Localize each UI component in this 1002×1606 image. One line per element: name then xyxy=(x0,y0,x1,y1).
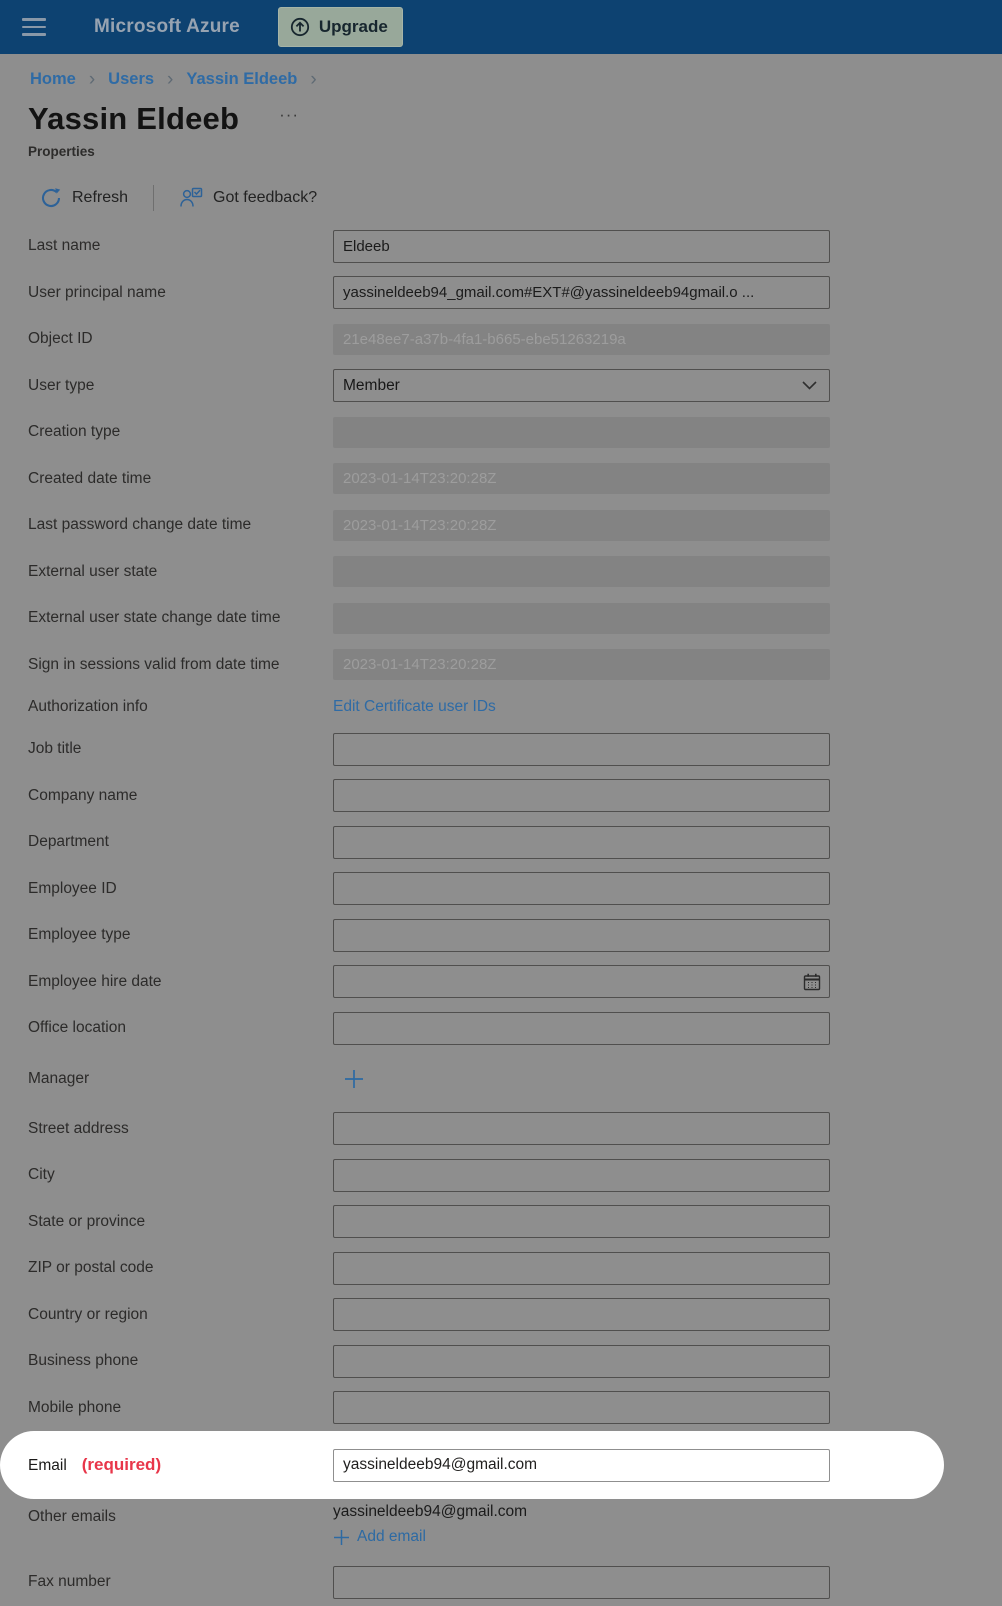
upgrade-label: Upgrade xyxy=(318,17,388,36)
sign-in-sessions-field: 2023-01-14T23:20:28Z xyxy=(333,649,830,680)
properties-form xyxy=(28,223,1002,1606)
field-row-user-type xyxy=(28,363,1002,410)
field-label: Job title xyxy=(28,740,82,758)
required-badge: (required) xyxy=(81,1455,162,1474)
chevron-down-icon xyxy=(802,381,817,390)
refresh-icon xyxy=(40,187,62,209)
field-label: Country or region xyxy=(28,1305,148,1323)
field-label: Office location xyxy=(28,1019,126,1037)
field-row-company-name xyxy=(28,773,1002,820)
breadcrumb-user-name[interactable]: Yassin Eldeeb xyxy=(186,70,298,88)
breadcrumb-home[interactable]: Home xyxy=(30,70,76,88)
field-label-email: Email xyxy=(28,1457,67,1474)
page-subtitle: Properties xyxy=(28,144,95,159)
field-row-city xyxy=(28,1152,1002,1199)
page-title: Yassin Eldeeb xyxy=(28,101,240,136)
external-user-state-field xyxy=(333,556,830,587)
field-label: Employee hire date xyxy=(28,972,162,990)
field-row-user-principal-name xyxy=(28,270,1002,317)
add-manager-button[interactable] xyxy=(343,1068,365,1090)
field-row-other-emails xyxy=(28,1499,1002,1559)
company-name-input[interactable] xyxy=(333,779,830,812)
employee-hire-date-input[interactable] xyxy=(333,965,830,998)
field-row-job-title xyxy=(28,726,1002,773)
field-row-last-password-change xyxy=(28,502,1002,549)
field-label: External user state xyxy=(28,562,158,580)
field-label: Street address xyxy=(28,1119,129,1137)
field-row-created-date-time xyxy=(28,456,1002,503)
app-title: Microsoft Azure xyxy=(94,16,240,37)
external-user-state-change-field xyxy=(333,603,830,634)
field-label: Employee type xyxy=(28,926,131,944)
mobile-phone-input[interactable] xyxy=(333,1391,830,1424)
breadcrumb-users[interactable]: Users xyxy=(108,70,155,88)
field-row-authorization-info xyxy=(28,688,1002,726)
office-location-input[interactable] xyxy=(333,1012,830,1045)
field-row-last-name xyxy=(28,223,1002,270)
field-label: ZIP or postal code xyxy=(28,1259,154,1277)
field-row-employee-hire-date xyxy=(28,959,1002,1006)
object-id-field: 21e48ee7-a37b-4fa1-b665-ebe51263219a xyxy=(333,324,830,355)
more-options-icon[interactable]: ··· xyxy=(279,105,300,124)
field-row-street-address xyxy=(28,1106,1002,1153)
field-label: Authorization info xyxy=(28,698,148,715)
email-spotlight-highlight xyxy=(0,1431,944,1499)
field-label: Mobile phone xyxy=(28,1398,122,1416)
employee-type-input[interactable] xyxy=(333,919,830,952)
creation-type-field xyxy=(333,417,830,448)
hamburger-menu-icon[interactable] xyxy=(22,18,46,36)
add-email-button[interactable] xyxy=(333,1528,830,1546)
field-label: User principal name xyxy=(28,283,166,301)
edit-certificate-user-ids-link[interactable]: Edit Certificate user IDs xyxy=(333,698,496,715)
field-label: Manager xyxy=(28,1069,90,1087)
add-email-label: Add email xyxy=(357,1528,426,1545)
field-row-country-or-region xyxy=(28,1292,1002,1339)
field-row-external-user-state xyxy=(28,549,1002,596)
plus-icon xyxy=(333,1529,350,1546)
field-label: Last name xyxy=(28,237,101,255)
command-bar xyxy=(40,185,1002,211)
state-or-province-input[interactable] xyxy=(333,1205,830,1238)
field-label: Business phone xyxy=(28,1352,139,1370)
last-name-input[interactable] xyxy=(333,230,830,263)
azure-top-bar xyxy=(0,0,1002,54)
field-label: City xyxy=(28,1166,55,1184)
upgrade-arrow-icon xyxy=(289,16,311,38)
breadcrumb-chevron-icon: › xyxy=(310,69,317,90)
email-input[interactable] xyxy=(333,1449,830,1482)
created-date-time-field: 2023-01-14T23:20:28Z xyxy=(333,463,830,494)
field-row-business-phone xyxy=(28,1338,1002,1385)
street-address-input[interactable] xyxy=(333,1112,830,1145)
refresh-button[interactable] xyxy=(40,187,128,209)
field-label: Sign in sessions valid from date time xyxy=(28,655,280,673)
fax-number-input[interactable] xyxy=(333,1566,830,1599)
feedback-button[interactable] xyxy=(179,187,317,209)
field-label: Department xyxy=(28,833,109,851)
field-row-office-location xyxy=(28,1005,1002,1052)
field-label: Created date time xyxy=(28,469,152,487)
field-row-sign-in-sessions xyxy=(28,642,1002,689)
refresh-label: Refresh xyxy=(72,189,129,206)
user-type-select[interactable] xyxy=(333,369,830,402)
breadcrumb-chevron-icon: › xyxy=(88,69,96,90)
business-phone-input[interactable] xyxy=(333,1345,830,1378)
country-or-region-input[interactable] xyxy=(333,1298,830,1331)
field-row-state-or-province xyxy=(28,1199,1002,1246)
breadcrumb xyxy=(30,70,1002,89)
field-row-department xyxy=(28,819,1002,866)
feedback-icon xyxy=(179,187,203,209)
field-label: Object ID xyxy=(28,330,93,348)
field-label: External user state change date time xyxy=(28,609,281,627)
city-input[interactable] xyxy=(333,1159,830,1192)
field-row-mobile-phone xyxy=(28,1385,1002,1432)
department-input[interactable] xyxy=(333,826,830,859)
field-label: User type xyxy=(28,376,95,394)
field-label: Other emails xyxy=(28,1508,116,1525)
field-row-employee-type xyxy=(28,912,1002,959)
field-label: State or province xyxy=(28,1212,146,1230)
field-label: Fax number xyxy=(28,1573,111,1591)
other-email-value: yassineldeeb94@gmail.com xyxy=(333,1503,528,1520)
upgrade-button[interactable] xyxy=(278,7,403,47)
breadcrumb-chevron-icon: › xyxy=(167,69,174,90)
employee-id-input[interactable] xyxy=(333,872,830,905)
field-label: Creation type xyxy=(28,423,121,441)
field-row-employee-id xyxy=(28,866,1002,913)
zip-or-postal-code-input[interactable] xyxy=(333,1252,830,1285)
field-label: Employee ID xyxy=(28,879,117,897)
field-label: Last password change date time xyxy=(28,516,252,534)
field-row-object-id xyxy=(28,316,1002,363)
feedback-label: Got feedback? xyxy=(213,189,318,206)
last-password-change-field: 2023-01-14T23:20:28Z xyxy=(333,510,830,541)
field-row-manager xyxy=(28,1052,1002,1106)
field-row-fax-number xyxy=(28,1559,1002,1606)
user-type-value: Member xyxy=(343,376,400,394)
toolbar-divider xyxy=(153,185,154,211)
field-row-creation-type xyxy=(28,409,1002,456)
field-label: Company name xyxy=(28,786,138,804)
field-row-external-user-state-change xyxy=(28,595,1002,642)
job-title-input[interactable] xyxy=(333,733,830,766)
field-row-zip-or-postal-code xyxy=(28,1245,1002,1292)
user-principal-name-input[interactable] xyxy=(333,276,830,309)
